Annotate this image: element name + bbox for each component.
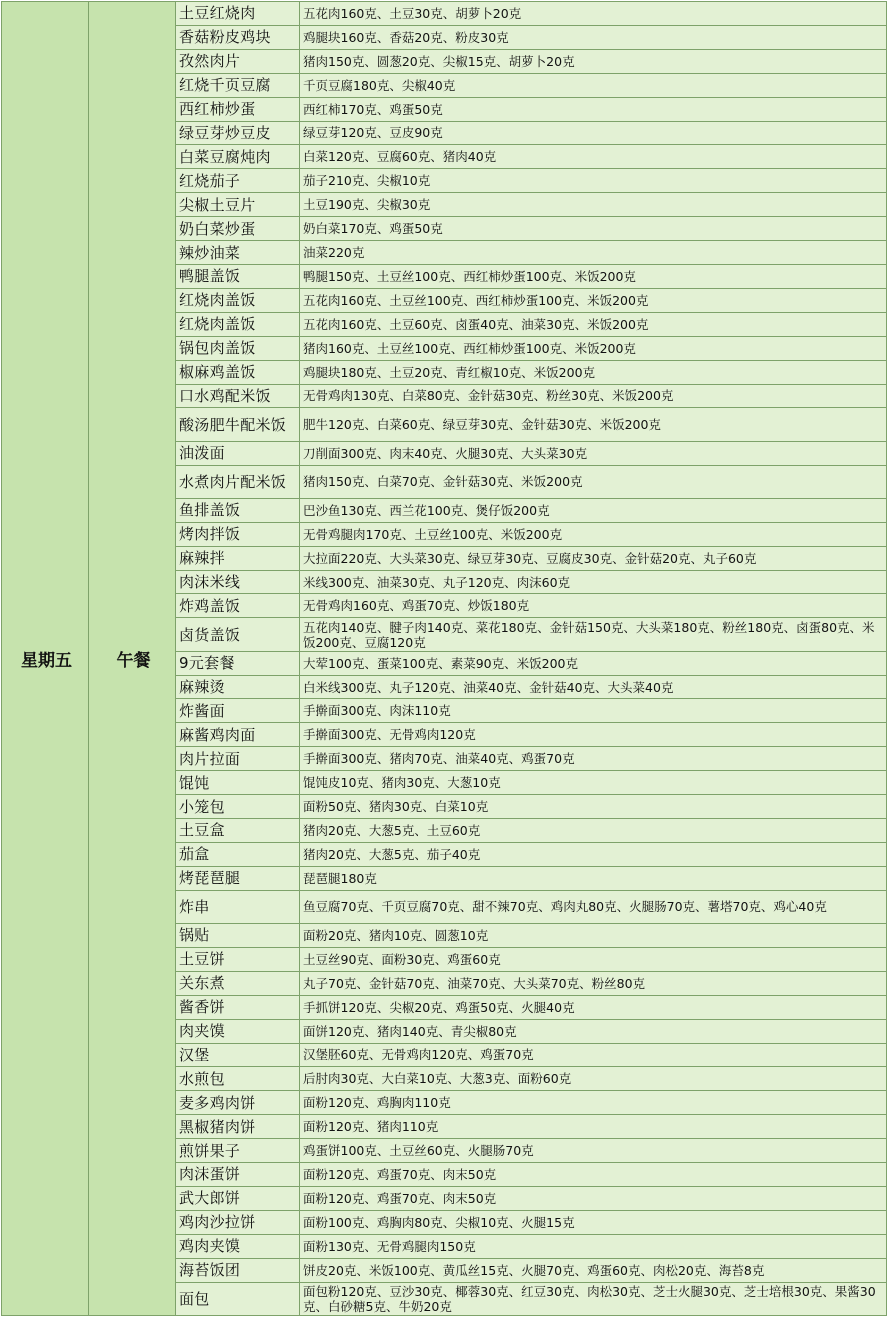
dish-ingredients: 面粉120克、鸡胸肉110克: [300, 1091, 887, 1115]
table-row: [2, 2, 887, 26]
dish-ingredients: 鸭腿150克、土豆丝100克、西红柿炒蛋100克、米饭200克: [300, 264, 887, 288]
dish-name: 油泼面: [176, 441, 300, 465]
dish-name: 肉片拉面: [176, 747, 300, 771]
dish-name: 炸酱面: [176, 699, 300, 723]
dish-name: 烤肉拌饭: [176, 522, 300, 546]
dish-ingredients: 猪肉20克、大葱5克、茄子40克: [300, 842, 887, 866]
dish-ingredients: 面粉120克、鸡蛋70克、肉末50克: [300, 1186, 887, 1210]
dish-name: 烤琵琶腿: [176, 866, 300, 890]
dish-ingredients: 面饼120克、猪肉140克、青尖椒80克: [300, 1019, 887, 1043]
day-label: 星期五: [2, 2, 89, 1316]
dish-name: 汉堡: [176, 1043, 300, 1067]
dish-name: 红烧肉盖饭: [176, 312, 300, 336]
dish-name: 辣炒油菜: [176, 241, 300, 265]
meal-label: 午餐: [89, 2, 176, 1316]
dish-name: 黑椒猪肉饼: [176, 1115, 300, 1139]
menu-table: [1, 1, 887, 1316]
dish-name: 炸串: [176, 890, 300, 923]
dish-name: 椒麻鸡盖饭: [176, 360, 300, 384]
dish-name: 锅贴: [176, 923, 300, 947]
dish-name: 麻酱鸡肉面: [176, 723, 300, 747]
dish-ingredients: 刀削面300克、肉末40克、火腿30克、大头菜30克: [300, 441, 887, 465]
dish-ingredients: 面粉20克、猪肉10克、圆葱10克: [300, 923, 887, 947]
dish-ingredients: 猪肉150克、圆葱20克、尖椒15克、胡萝卜20克: [300, 49, 887, 73]
dish-ingredients: 面包粉120克、豆沙30克、椰蓉30克、红豆30克、肉松30克、芝士火腿30克、芝士培根30克、果酱30克、白砂糖5克、牛奶20克: [300, 1282, 887, 1315]
dish-ingredients: 无骨鸡肉130克、白菜80克、金针菇30克、粉丝30克、米饭200克: [300, 384, 887, 408]
dish-name: 土豆盒: [176, 818, 300, 842]
dish-name: 煎饼果子: [176, 1139, 300, 1163]
dish-ingredients: 鸡腿块180克、土豆20克、青红椒10克、米饭200克: [300, 360, 887, 384]
dish-ingredients: 千页豆腐180克、尖椒40克: [300, 73, 887, 97]
dish-name: 面包: [176, 1282, 300, 1315]
dish-ingredients: 五花肉160克、土豆丝100克、西红柿炒蛋100克、米饭200克: [300, 288, 887, 312]
dish-name: 酱香饼: [176, 995, 300, 1019]
dish-ingredients: 鸡腿块160克、香菇20克、粉皮30克: [300, 25, 887, 49]
dish-ingredients: 手抓饼120克、尖椒20克、鸡蛋50克、火腿40克: [300, 995, 887, 1019]
dish-name: 麻辣拌: [176, 546, 300, 570]
dish-ingredients: 茄子210克、尖椒10克: [300, 169, 887, 193]
dish-name: 奶白菜炒蛋: [176, 217, 300, 241]
dish-name: 武大郎饼: [176, 1186, 300, 1210]
dish-ingredients: 手擀面300克、猪肉70克、油菜40克、鸡蛋70克: [300, 747, 887, 771]
dish-name: 鱼排盖饭: [176, 498, 300, 522]
dish-name: 肉夹馍: [176, 1019, 300, 1043]
dish-ingredients: 肥牛120克、白菜60克、绿豆芽30克、金针菇30克、米饭200克: [300, 408, 887, 441]
dish-ingredients: 白菜120克、豆腐60克、猪肉40克: [300, 145, 887, 169]
dish-name: 孜然肉片: [176, 49, 300, 73]
dish-ingredients: 鸡蛋饼100克、土豆丝60克、火腿肠70克: [300, 1139, 887, 1163]
dish-name: 锅包肉盖饭: [176, 336, 300, 360]
dish-name: 鸭腿盖饭: [176, 264, 300, 288]
dish-ingredients: 面粉130克、无骨鸡腿肉150克: [300, 1234, 887, 1258]
dish-ingredients: 饼皮20克、米饭100克、黄瓜丝15克、火腿70克、鸡蛋60克、肉松20克、海苔8克: [300, 1258, 887, 1282]
dish-ingredients: 馄饨皮10克、猪肉30克、大葱10克: [300, 771, 887, 795]
dish-ingredients: 手擀面300克、无骨鸡肉120克: [300, 723, 887, 747]
menu-body: [2, 2, 887, 1316]
dish-ingredients: 后肘肉30克、大白菜10克、大葱3克、面粉60克: [300, 1067, 887, 1091]
dish-name: 鸡肉沙拉饼: [176, 1210, 300, 1234]
dish-name: 海苔饭团: [176, 1258, 300, 1282]
dish-name: 麦多鸡肉饼: [176, 1091, 300, 1115]
dish-name: 口水鸡配米饭: [176, 384, 300, 408]
dish-ingredients: 大荤100克、蛋菜100克、素菜90克、米饭200克: [300, 651, 887, 675]
dish-name: 肉沫米线: [176, 570, 300, 594]
dish-ingredients: 猪肉20克、大葱5克、土豆60克: [300, 818, 887, 842]
dish-name: 土豆红烧肉: [176, 2, 300, 26]
dish-ingredients: 面粉100克、鸡胸肉80克、尖椒10克、火腿15克: [300, 1210, 887, 1234]
dish-ingredients: 丸子70克、金针菇70克、油菜70克、大头菜70克、粉丝80克: [300, 971, 887, 995]
dish-ingredients: 汉堡胚60克、无骨鸡肉120克、鸡蛋70克: [300, 1043, 887, 1067]
dish-name: 红烧肉盖饭: [176, 288, 300, 312]
dish-ingredients: 五花肉160克、土豆60克、卤蛋40克、油菜30克、米饭200克: [300, 312, 887, 336]
dish-ingredients: 五花肉160克、土豆30克、胡萝卜20克: [300, 2, 887, 26]
dish-name: 红烧茄子: [176, 169, 300, 193]
dish-ingredients: 土豆丝90克、面粉30克、鸡蛋60克: [300, 947, 887, 971]
dish-ingredients: 面粉120克、鸡蛋70克、肉末50克: [300, 1163, 887, 1187]
dish-ingredients: 猪肉150克、白菜70克、金针菇30克、米饭200克: [300, 465, 887, 498]
dish-name: 西红柿炒蛋: [176, 97, 300, 121]
dish-name: 关东煮: [176, 971, 300, 995]
dish-ingredients: 无骨鸡肉160克、鸡蛋70克、炒饭180克: [300, 594, 887, 618]
dish-name: 白菜豆腐炖肉: [176, 145, 300, 169]
dish-name: 麻辣烫: [176, 675, 300, 699]
dish-ingredients: 手擀面300克、肉沫110克: [300, 699, 887, 723]
dish-ingredients: 琵琶腿180克: [300, 866, 887, 890]
dish-name: 炸鸡盖饭: [176, 594, 300, 618]
dish-ingredients: 土豆190克、尖椒30克: [300, 193, 887, 217]
dish-ingredients: 猪肉160克、土豆丝100克、西红柿炒蛋100克、米饭200克: [300, 336, 887, 360]
dish-name: 香菇粉皮鸡块: [176, 25, 300, 49]
dish-name: 土豆饼: [176, 947, 300, 971]
dish-name: 9元套餐: [176, 651, 300, 675]
dish-name: 肉沫蛋饼: [176, 1163, 300, 1187]
dish-name: 鸡肉夹馍: [176, 1234, 300, 1258]
dish-name: 红烧千页豆腐: [176, 73, 300, 97]
dish-ingredients: 奶白菜170克、鸡蛋50克: [300, 217, 887, 241]
dish-ingredients: 无骨鸡腿肉170克、土豆丝100克、米饭200克: [300, 522, 887, 546]
dish-ingredients: 绿豆芽120克、豆皮90克: [300, 121, 887, 145]
dish-name: 酸汤肥牛配米饭: [176, 408, 300, 441]
dish-name: 小笼包: [176, 795, 300, 819]
dish-name: 茄盒: [176, 842, 300, 866]
dish-name: 水煎包: [176, 1067, 300, 1091]
dish-name: 卤货盖饭: [176, 618, 300, 651]
dish-ingredients: 面粉50克、猪肉30克、白菜10克: [300, 795, 887, 819]
dish-name: 尖椒土豆片: [176, 193, 300, 217]
dish-ingredients: 白米线300克、丸子120克、油菜40克、金针菇40克、大头菜40克: [300, 675, 887, 699]
dish-name: 馄饨: [176, 771, 300, 795]
dish-ingredients: 西红柿170克、鸡蛋50克: [300, 97, 887, 121]
dish-ingredients: 巴沙鱼130克、西兰花100克、煲仔饭200克: [300, 498, 887, 522]
dish-ingredients: 米线300克、油菜30克、丸子120克、肉沫60克: [300, 570, 887, 594]
dish-name: 绿豆芽炒豆皮: [176, 121, 300, 145]
dish-name: 水煮肉片配米饭: [176, 465, 300, 498]
dish-ingredients: 鱼豆腐70克、千页豆腐70克、甜不辣70克、鸡肉丸80克、火腿肠70克、薯塔70克、鸡心40克: [300, 890, 887, 923]
dish-ingredients: 面粉120克、猪肉110克: [300, 1115, 887, 1139]
dish-ingredients: 五花肉140克、腱子肉140克、菜花180克、金针菇150克、大头菜180克、粉丝180克、卤蛋80克、米饭200克、豆腐120克: [300, 618, 887, 651]
dish-ingredients: 油菜220克: [300, 241, 887, 265]
dish-ingredients: 大拉面220克、大头菜30克、绿豆芽30克、豆腐皮30克、金针菇20克、丸子60克: [300, 546, 887, 570]
